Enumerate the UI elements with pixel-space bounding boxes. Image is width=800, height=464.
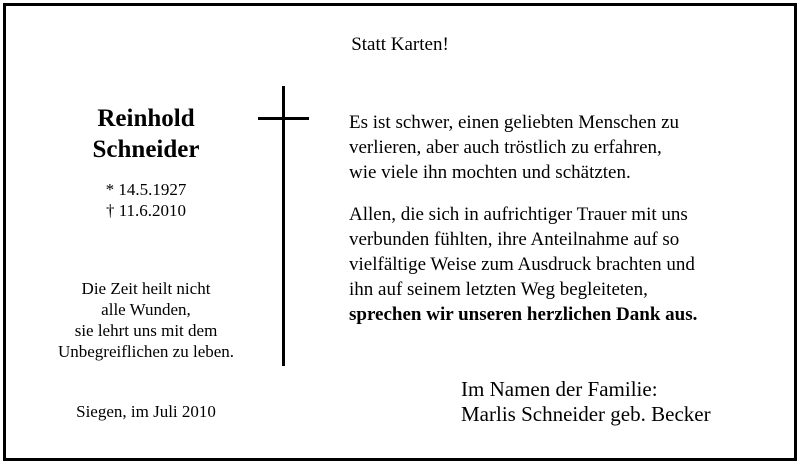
message-line: verbunden fühlten, ihre Anteilnahme auf so xyxy=(349,229,680,250)
quote-line: sie lehrt uns mit dem xyxy=(74,321,218,340)
deceased-name xyxy=(46,103,246,165)
message-line: wie viele ihn mochten und schätzten. xyxy=(349,162,631,183)
message-line: vielfältige Weise zum Ausdruck brachten und xyxy=(349,254,695,275)
quote xyxy=(36,278,256,362)
quote-line: Unbegreiflichen zu leben. xyxy=(57,342,235,361)
last-name: Schneider xyxy=(92,136,200,163)
message-line: Allen, die sich in aufrichtiger Trauer mit uns xyxy=(349,204,688,225)
message-line: ihn auf seinem letzten Weg begleiteten, xyxy=(349,279,648,300)
cross-horizontal-bar xyxy=(258,117,309,120)
first-name: Reinhold xyxy=(97,105,195,132)
birth-date: * 14.5.1927 xyxy=(105,180,187,199)
life-dates xyxy=(46,179,246,221)
message-line: Es ist schwer, einen geliebten Menschen zu xyxy=(349,112,680,133)
message-line: verlieren, aber auch tröstlich zu erfahren, xyxy=(349,137,662,158)
cross-vertical-bar xyxy=(282,86,285,366)
signature-line-1: Im Namen der Familie: xyxy=(461,377,658,401)
header-text: Statt Karten! xyxy=(351,34,449,55)
message-paragraph-2 xyxy=(349,202,735,327)
death-date: † 11.6.2010 xyxy=(105,201,187,220)
message-paragraph-1 xyxy=(349,110,735,185)
obituary-card xyxy=(3,3,797,461)
place-date: Siegen, im Juli 2010 xyxy=(76,402,216,421)
quote-line: alle Wunden, xyxy=(101,300,191,319)
thanks-line: sprechen wir unseren herzlichen Dank aus. xyxy=(349,304,698,325)
signature xyxy=(461,377,711,427)
quote-line: Die Zeit heilt nicht xyxy=(81,279,211,298)
signature-line-2: Marlis Schneider geb. Becker xyxy=(461,402,711,426)
